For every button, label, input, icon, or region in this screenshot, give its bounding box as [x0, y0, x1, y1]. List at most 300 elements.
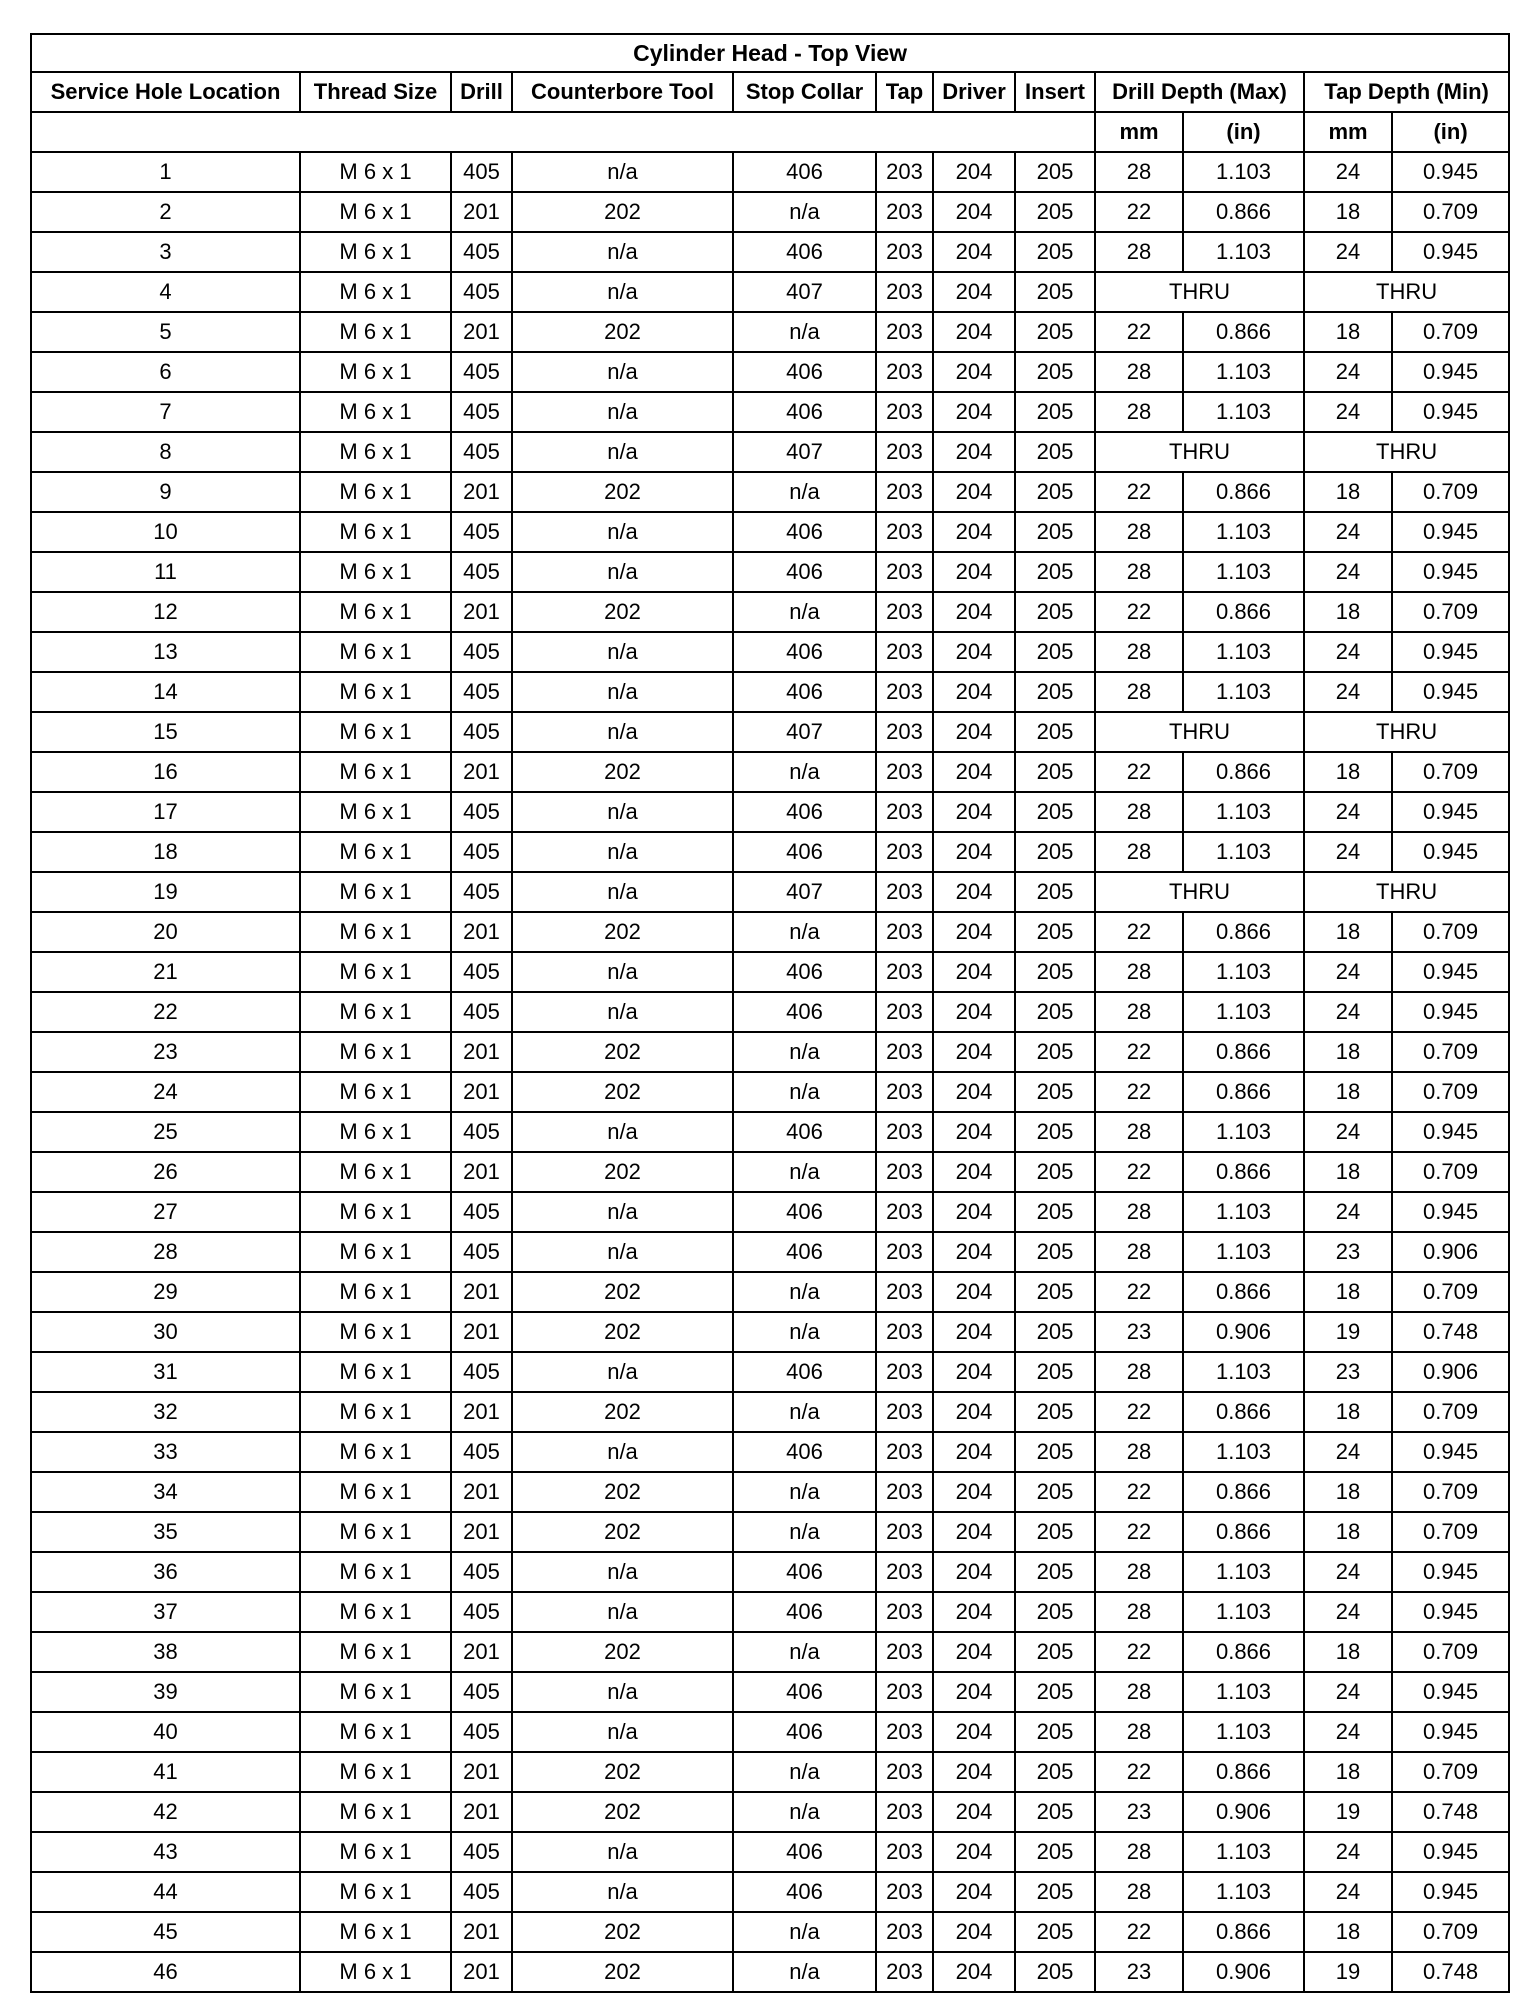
- cell-insert: 205: [1015, 712, 1095, 752]
- cell-tap-depth-mm: 24: [1304, 1832, 1392, 1872]
- table-row: [31, 1472, 1509, 1512]
- cell-insert: 205: [1015, 232, 1095, 272]
- cell-drill: 201: [451, 1912, 512, 1952]
- table-row: [31, 1272, 1509, 1312]
- cell-counterbore-tool: 202: [512, 1512, 733, 1552]
- cell-stop-collar: 406: [733, 152, 876, 192]
- cell-drill: 405: [451, 1672, 512, 1712]
- cell-tap-depth-mm: 24: [1304, 1432, 1392, 1472]
- cell-location: 41: [31, 1752, 300, 1792]
- cell-stop-collar: n/a: [733, 1512, 876, 1552]
- cell-insert: 205: [1015, 592, 1095, 632]
- cell-drill: 405: [451, 432, 512, 472]
- cell-location: 17: [31, 792, 300, 832]
- cell-thread-size: M 6 x 1: [300, 632, 451, 672]
- cell-counterbore-tool: n/a: [512, 1832, 733, 1872]
- cell-stop-collar: 406: [733, 1432, 876, 1472]
- table-row: [31, 232, 1509, 272]
- table-row: [31, 592, 1509, 632]
- cell-counterbore-tool: 202: [512, 1392, 733, 1432]
- cell-driver: 204: [933, 272, 1015, 312]
- cell-stop-collar: 406: [733, 1112, 876, 1152]
- table-row: [31, 1952, 1509, 1992]
- header-service-hole-location: Service Hole Location: [31, 72, 300, 112]
- cell-counterbore-tool: 202: [512, 912, 733, 952]
- cell-thread-size: M 6 x 1: [300, 1512, 451, 1552]
- cell-drill: 201: [451, 1152, 512, 1192]
- cell-drill-depth-in: 1.103: [1183, 792, 1304, 832]
- cell-location: 12: [31, 592, 300, 632]
- cell-tap-depth-thru: THRU: [1304, 432, 1509, 472]
- cell-thread-size: M 6 x 1: [300, 952, 451, 992]
- cell-insert: 205: [1015, 1152, 1095, 1192]
- cell-drill: 405: [451, 792, 512, 832]
- cell-drill-depth-in: 1.103: [1183, 952, 1304, 992]
- cell-tap-depth-in: 0.709: [1392, 1032, 1509, 1072]
- cell-insert: 205: [1015, 1072, 1095, 1112]
- cell-tap: 203: [876, 1672, 933, 1712]
- cell-insert: 205: [1015, 1552, 1095, 1592]
- cell-driver: 204: [933, 1592, 1015, 1632]
- cell-stop-collar: n/a: [733, 1952, 876, 1992]
- cell-tap: 203: [876, 1152, 933, 1192]
- cell-thread-size: M 6 x 1: [300, 1472, 451, 1512]
- cell-tap-depth-in: 0.945: [1392, 1552, 1509, 1592]
- cell-stop-collar: 407: [733, 712, 876, 752]
- cell-insert: 205: [1015, 1672, 1095, 1712]
- cell-insert: 205: [1015, 192, 1095, 232]
- cell-drill-depth-mm: 28: [1095, 992, 1183, 1032]
- cell-drill-depth-in: 0.866: [1183, 312, 1304, 352]
- cell-drill-depth-in: 0.866: [1183, 912, 1304, 952]
- cell-counterbore-tool: 202: [512, 752, 733, 792]
- cell-drill-depth-in: 1.103: [1183, 1112, 1304, 1152]
- table-row: [31, 1912, 1509, 1952]
- table-row: [31, 1832, 1509, 1872]
- cell-drill: 405: [451, 512, 512, 552]
- cell-tap: 203: [876, 1632, 933, 1672]
- cell-tap-depth-in: 0.945: [1392, 1592, 1509, 1632]
- cell-counterbore-tool: 202: [512, 1472, 733, 1512]
- cell-drill-depth-mm: 23: [1095, 1952, 1183, 1992]
- cell-thread-size: M 6 x 1: [300, 1952, 451, 1992]
- cell-tap-depth-mm: 24: [1304, 672, 1392, 712]
- cell-driver: 204: [933, 1672, 1015, 1712]
- cell-driver: 204: [933, 352, 1015, 392]
- cell-counterbore-tool: n/a: [512, 1672, 733, 1712]
- cell-driver: 204: [933, 672, 1015, 712]
- cell-stop-collar: n/a: [733, 1072, 876, 1112]
- cell-counterbore-tool: n/a: [512, 1112, 733, 1152]
- cell-thread-size: M 6 x 1: [300, 192, 451, 232]
- cell-stop-collar: 406: [733, 392, 876, 432]
- cell-drill-depth-mm: 22: [1095, 1152, 1183, 1192]
- cell-thread-size: M 6 x 1: [300, 592, 451, 632]
- cell-driver: 204: [933, 1872, 1015, 1912]
- cell-stop-collar: 406: [733, 952, 876, 992]
- cell-counterbore-tool: n/a: [512, 552, 733, 592]
- cell-tap-depth-in: 0.945: [1392, 512, 1509, 552]
- table-row: [31, 552, 1509, 592]
- cell-tap-depth-mm: 24: [1304, 392, 1392, 432]
- cell-tap: 203: [876, 1552, 933, 1592]
- cell-drill-depth-in: 1.103: [1183, 1552, 1304, 1592]
- cell-insert: 205: [1015, 1952, 1095, 1992]
- table-row: [31, 1592, 1509, 1632]
- cell-insert: 205: [1015, 1112, 1095, 1152]
- table-row: [31, 1512, 1509, 1552]
- cell-drill-depth-mm: 28: [1095, 1232, 1183, 1272]
- cell-counterbore-tool: 202: [512, 1152, 733, 1192]
- cell-tap-depth-mm: 23: [1304, 1352, 1392, 1392]
- cell-location: 33: [31, 1432, 300, 1472]
- cell-stop-collar: 407: [733, 272, 876, 312]
- cell-tap-depth-in: 0.748: [1392, 1312, 1509, 1352]
- cell-drill-depth-mm: 23: [1095, 1792, 1183, 1832]
- cell-drill-depth-thru: THRU: [1095, 872, 1304, 912]
- cell-drill: 201: [451, 1312, 512, 1352]
- cell-thread-size: M 6 x 1: [300, 1432, 451, 1472]
- cell-counterbore-tool: n/a: [512, 1592, 733, 1632]
- cell-thread-size: M 6 x 1: [300, 1792, 451, 1832]
- cell-insert: 205: [1015, 472, 1095, 512]
- cell-location: 34: [31, 1472, 300, 1512]
- cell-drill-depth-in: 1.103: [1183, 632, 1304, 672]
- cell-drill: 201: [451, 312, 512, 352]
- table-row: [31, 1672, 1509, 1712]
- table-row: [31, 672, 1509, 712]
- cell-driver: 204: [933, 792, 1015, 832]
- cell-thread-size: M 6 x 1: [300, 1872, 451, 1912]
- cell-location: 26: [31, 1152, 300, 1192]
- cell-counterbore-tool: 202: [512, 1792, 733, 1832]
- cell-counterbore-tool: 202: [512, 1032, 733, 1072]
- cell-tap: 203: [876, 232, 933, 272]
- cell-thread-size: M 6 x 1: [300, 1912, 451, 1952]
- cell-tap: 203: [876, 1952, 933, 1992]
- cell-stop-collar: 406: [733, 1672, 876, 1712]
- cell-stop-collar: 407: [733, 872, 876, 912]
- cell-drill-depth-mm: 23: [1095, 1312, 1183, 1352]
- cell-counterbore-tool: n/a: [512, 792, 733, 832]
- cell-counterbore-tool: n/a: [512, 1872, 733, 1912]
- cell-insert: 205: [1015, 152, 1095, 192]
- header-drill: Drill: [451, 72, 512, 112]
- cell-location: 18: [31, 832, 300, 872]
- cell-tap-depth-in: 0.945: [1392, 352, 1509, 392]
- cell-tap: 203: [876, 1112, 933, 1152]
- cell-insert: 205: [1015, 392, 1095, 432]
- cell-driver: 204: [933, 1152, 1015, 1192]
- cell-counterbore-tool: n/a: [512, 632, 733, 672]
- cell-thread-size: M 6 x 1: [300, 1152, 451, 1192]
- cell-drill-depth-mm: 22: [1095, 1632, 1183, 1672]
- cell-drill-depth-in: 0.866: [1183, 1032, 1304, 1072]
- cell-tap: 203: [876, 352, 933, 392]
- cell-tap-depth-in: 0.709: [1392, 1472, 1509, 1512]
- table-row: [31, 712, 1509, 752]
- cell-drill-depth-mm: 22: [1095, 1392, 1183, 1432]
- cell-drill-depth-in: 0.866: [1183, 1272, 1304, 1312]
- cell-drill-depth-in: 1.103: [1183, 832, 1304, 872]
- cell-drill-depth-in: 1.103: [1183, 152, 1304, 192]
- cell-tap-depth-in: 0.709: [1392, 752, 1509, 792]
- cell-stop-collar: n/a: [733, 192, 876, 232]
- cell-driver: 204: [933, 752, 1015, 792]
- cell-stop-collar: 406: [733, 1832, 876, 1872]
- cell-tap-depth-mm: 24: [1304, 1552, 1392, 1592]
- cell-location: 37: [31, 1592, 300, 1632]
- cell-tap-depth-mm: 24: [1304, 832, 1392, 872]
- cell-tap-depth-mm: 18: [1304, 472, 1392, 512]
- cell-drill-depth-thru: THRU: [1095, 272, 1304, 312]
- cell-counterbore-tool: 202: [512, 1912, 733, 1952]
- cell-stop-collar: n/a: [733, 1792, 876, 1832]
- cell-driver: 204: [933, 1032, 1015, 1072]
- table-row: [31, 1552, 1509, 1592]
- cell-drill: 405: [451, 352, 512, 392]
- cell-tap-depth-mm: 18: [1304, 1472, 1392, 1512]
- cell-insert: 205: [1015, 1792, 1095, 1832]
- cell-drill-depth-in: 0.866: [1183, 1152, 1304, 1192]
- cell-drill-depth-in: 1.103: [1183, 232, 1304, 272]
- cell-driver: 204: [933, 1272, 1015, 1312]
- cell-tap-depth-in: 0.709: [1392, 1272, 1509, 1312]
- cell-drill: 201: [451, 752, 512, 792]
- cell-drill-depth-mm: 28: [1095, 1832, 1183, 1872]
- cell-drill: 405: [451, 832, 512, 872]
- cell-stop-collar: n/a: [733, 472, 876, 512]
- cell-location: 46: [31, 1952, 300, 1992]
- cell-stop-collar: 406: [733, 552, 876, 592]
- cell-drill-depth-in: 0.866: [1183, 592, 1304, 632]
- cell-tap: 203: [876, 992, 933, 1032]
- cell-tap: 203: [876, 1192, 933, 1232]
- cell-insert: 205: [1015, 752, 1095, 792]
- cell-stop-collar: 406: [733, 1232, 876, 1272]
- cell-driver: 204: [933, 1792, 1015, 1832]
- cell-location: 45: [31, 1912, 300, 1952]
- cell-tap: 203: [876, 1352, 933, 1392]
- cell-insert: 205: [1015, 1512, 1095, 1552]
- cell-drill: 405: [451, 272, 512, 312]
- header-tap: Tap: [876, 72, 933, 112]
- cell-insert: 205: [1015, 1912, 1095, 1952]
- cell-tap: 203: [876, 1512, 933, 1552]
- unit-drill-mm: mm: [1095, 112, 1183, 152]
- cell-drill-depth-mm: 28: [1095, 1592, 1183, 1632]
- cell-tap-depth-mm: 19: [1304, 1312, 1392, 1352]
- cell-insert: 205: [1015, 1632, 1095, 1672]
- table-row: [31, 352, 1509, 392]
- cell-location: 6: [31, 352, 300, 392]
- cell-thread-size: M 6 x 1: [300, 872, 451, 912]
- cell-driver: 204: [933, 1712, 1015, 1752]
- cell-tap: 203: [876, 672, 933, 712]
- cell-tap-depth-mm: 18: [1304, 1032, 1392, 1072]
- cell-driver: 204: [933, 512, 1015, 552]
- table-row: [31, 1072, 1509, 1112]
- cell-stop-collar: n/a: [733, 1472, 876, 1512]
- cell-stop-collar: n/a: [733, 1632, 876, 1672]
- cell-drill: 405: [451, 1872, 512, 1912]
- cell-drill: 405: [451, 232, 512, 272]
- cell-location: 2: [31, 192, 300, 232]
- cell-tap-depth-mm: 24: [1304, 552, 1392, 592]
- cell-tap-depth-mm: 23: [1304, 1232, 1392, 1272]
- cell-tap-depth-mm: 18: [1304, 1392, 1392, 1432]
- cell-stop-collar: 406: [733, 1552, 876, 1592]
- cell-tap-depth-mm: 18: [1304, 752, 1392, 792]
- cell-stop-collar: 406: [733, 672, 876, 712]
- table-row: [31, 912, 1509, 952]
- cell-location: 22: [31, 992, 300, 1032]
- cell-tap-depth-in: 0.945: [1392, 952, 1509, 992]
- cell-drill-depth-mm: 22: [1095, 472, 1183, 512]
- cell-thread-size: M 6 x 1: [300, 912, 451, 952]
- cell-drill: 201: [451, 1472, 512, 1512]
- cell-drill-depth-in: 0.866: [1183, 1632, 1304, 1672]
- table-row: [31, 272, 1509, 312]
- cell-drill: 201: [451, 472, 512, 512]
- cell-counterbore-tool: 202: [512, 1072, 733, 1112]
- cell-drill-depth-mm: 22: [1095, 1912, 1183, 1952]
- cell-drill-depth-mm: 22: [1095, 912, 1183, 952]
- cell-thread-size: M 6 x 1: [300, 1392, 451, 1432]
- cell-drill: 405: [451, 552, 512, 592]
- cell-stop-collar: 406: [733, 232, 876, 272]
- cell-counterbore-tool: 202: [512, 1952, 733, 1992]
- cell-thread-size: M 6 x 1: [300, 1552, 451, 1592]
- cell-thread-size: M 6 x 1: [300, 672, 451, 712]
- table-row: [31, 432, 1509, 472]
- table-title: Cylinder Head - Top View: [31, 34, 1509, 72]
- cell-stop-collar: n/a: [733, 1912, 876, 1952]
- cell-location: 35: [31, 1512, 300, 1552]
- cell-tap: 203: [876, 712, 933, 752]
- cell-drill-depth-mm: 28: [1095, 512, 1183, 552]
- cell-location: 9: [31, 472, 300, 512]
- cell-location: 19: [31, 872, 300, 912]
- cell-location: 27: [31, 1192, 300, 1232]
- cell-thread-size: M 6 x 1: [300, 752, 451, 792]
- cell-drill-depth-in: 1.103: [1183, 1712, 1304, 1752]
- cell-drill: 405: [451, 1432, 512, 1472]
- cell-drill: 201: [451, 192, 512, 232]
- table-row: [31, 1392, 1509, 1432]
- cell-tap-depth-in: 0.709: [1392, 472, 1509, 512]
- table-row: [31, 1152, 1509, 1192]
- cell-drill: 201: [451, 1752, 512, 1792]
- cell-insert: 205: [1015, 1272, 1095, 1312]
- cell-drill: 405: [451, 992, 512, 1032]
- cell-drill-depth-thru: THRU: [1095, 712, 1304, 752]
- cell-counterbore-tool: 202: [512, 312, 733, 352]
- cell-drill-depth-in: 0.906: [1183, 1952, 1304, 1992]
- cell-thread-size: M 6 x 1: [300, 1032, 451, 1072]
- cell-thread-size: M 6 x 1: [300, 312, 451, 352]
- cell-drill-depth-in: 0.866: [1183, 1752, 1304, 1792]
- cell-insert: 205: [1015, 1872, 1095, 1912]
- cell-insert: 205: [1015, 952, 1095, 992]
- cell-tap-depth-mm: 24: [1304, 632, 1392, 672]
- cell-location: 28: [31, 1232, 300, 1272]
- cell-tap-depth-in: 0.709: [1392, 592, 1509, 632]
- cell-drill-depth-in: 0.906: [1183, 1312, 1304, 1352]
- header-stop-collar: Stop Collar: [733, 72, 876, 112]
- table-row: [31, 312, 1509, 352]
- cell-insert: 205: [1015, 1752, 1095, 1792]
- cell-stop-collar: n/a: [733, 1152, 876, 1192]
- table-row: [31, 1112, 1509, 1152]
- cell-location: 20: [31, 912, 300, 952]
- table-row: [31, 832, 1509, 872]
- cell-drill-depth-mm: 28: [1095, 792, 1183, 832]
- cell-tap-depth-mm: 18: [1304, 1272, 1392, 1312]
- cell-tap-depth-in: 0.945: [1392, 232, 1509, 272]
- cell-tap-depth-thru: THRU: [1304, 712, 1509, 752]
- cell-tap: 203: [876, 472, 933, 512]
- cell-tap-depth-in: 0.709: [1392, 1752, 1509, 1792]
- header-driver: Driver: [933, 72, 1015, 112]
- cell-insert: 205: [1015, 1352, 1095, 1392]
- cell-tap-depth-in: 0.945: [1392, 152, 1509, 192]
- cell-drill: 201: [451, 1272, 512, 1312]
- cell-counterbore-tool: n/a: [512, 392, 733, 432]
- cell-drill-depth-in: 0.866: [1183, 1472, 1304, 1512]
- cell-drill-depth-in: 1.103: [1183, 1872, 1304, 1912]
- cell-drill-depth-mm: 22: [1095, 592, 1183, 632]
- cell-thread-size: M 6 x 1: [300, 472, 451, 512]
- cell-tap-depth-in: 0.945: [1392, 1192, 1509, 1232]
- cell-tap-depth-in: 0.906: [1392, 1352, 1509, 1392]
- cell-counterbore-tool: n/a: [512, 352, 733, 392]
- cell-tap: 203: [876, 912, 933, 952]
- cell-counterbore-tool: n/a: [512, 712, 733, 752]
- cell-tap-depth-in: 0.945: [1392, 832, 1509, 872]
- cell-drill: 201: [451, 1072, 512, 1112]
- cell-counterbore-tool: n/a: [512, 1552, 733, 1592]
- cell-tap-depth-mm: 18: [1304, 592, 1392, 632]
- cell-driver: 204: [933, 472, 1015, 512]
- cell-tap-depth-mm: 24: [1304, 152, 1392, 192]
- cell-drill-depth-mm: 22: [1095, 1752, 1183, 1792]
- cell-tap: 203: [876, 1272, 933, 1312]
- cell-drill-depth-mm: 28: [1095, 1112, 1183, 1152]
- cell-drill-depth-mm: 28: [1095, 1552, 1183, 1592]
- cell-drill: 405: [451, 672, 512, 712]
- cell-stop-collar: 406: [733, 792, 876, 832]
- cell-tap-depth-thru: THRU: [1304, 272, 1509, 312]
- cell-tap-depth-in: 0.709: [1392, 1072, 1509, 1112]
- cell-tap-depth-in: 0.709: [1392, 1912, 1509, 1952]
- cell-counterbore-tool: 202: [512, 472, 733, 512]
- cell-drill-depth-in: 0.866: [1183, 1392, 1304, 1432]
- cell-thread-size: M 6 x 1: [300, 992, 451, 1032]
- cell-tap: 203: [876, 792, 933, 832]
- cell-drill: 405: [451, 392, 512, 432]
- cell-tap: 203: [876, 312, 933, 352]
- cell-drill-depth-mm: 28: [1095, 1192, 1183, 1232]
- cell-tap: 203: [876, 272, 933, 312]
- cell-tap: 203: [876, 432, 933, 472]
- cell-tap: 203: [876, 1232, 933, 1272]
- table-body: [31, 152, 1509, 1992]
- cell-counterbore-tool: n/a: [512, 512, 733, 552]
- cell-counterbore-tool: 202: [512, 192, 733, 232]
- cell-tap-depth-in: 0.945: [1392, 1672, 1509, 1712]
- cell-driver: 204: [933, 712, 1015, 752]
